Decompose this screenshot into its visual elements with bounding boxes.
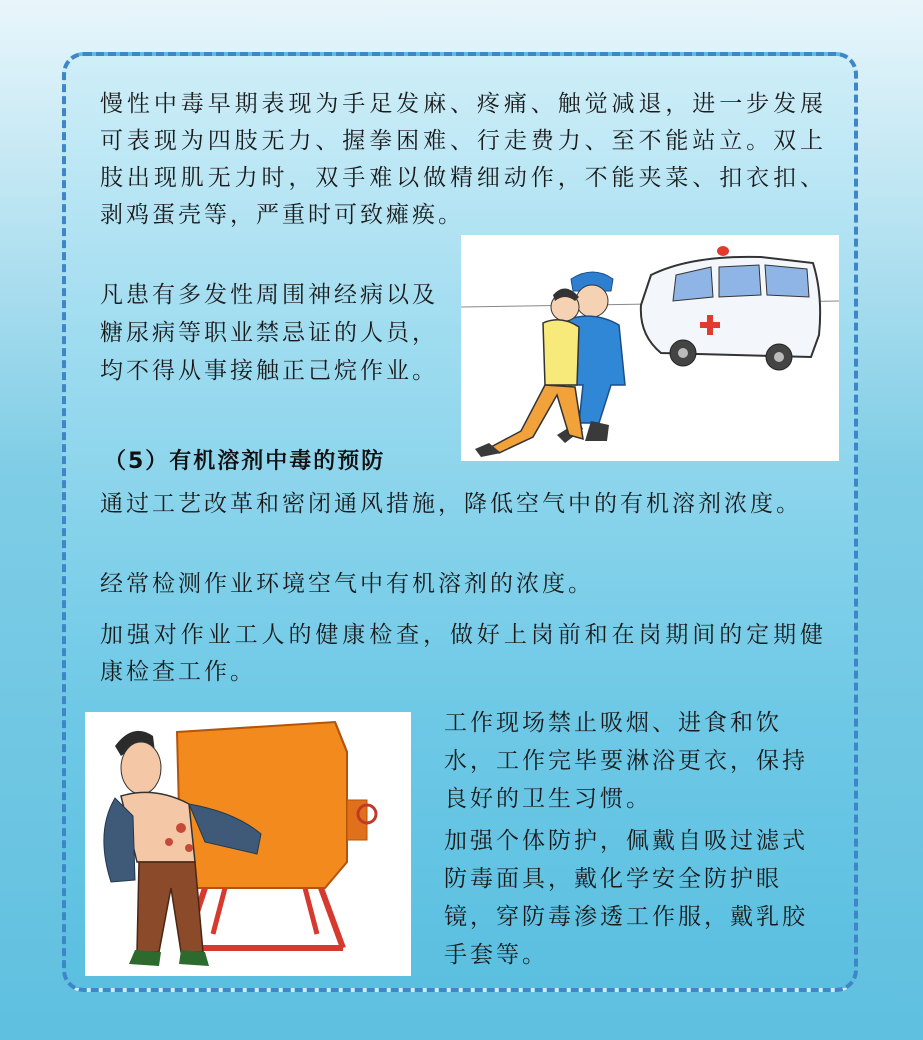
paragraph-health-check: 加强对作业工人的健康检查，做好上岗前和在岗期间的定期健康检查工作。 [100, 622, 826, 685]
ambulance-illustration [461, 235, 839, 461]
paragraph-contraindications: 凡患有多发性周围神经病以及糖尿病等职业禁忌证的人员，均不得从事接触正己烷作业。 [100, 282, 438, 384]
paragraph-ventilation: 通过工艺改革和密闭通风措施，降低空气中的有机溶剂浓度。 [100, 491, 802, 517]
worker-skin-rash-illustration [85, 712, 411, 976]
paragraph-monitoring: 经常检测作业环境空气中有机溶剂的浓度。 [100, 571, 594, 597]
section-heading: （5）有机溶剂中毒的预防 [104, 449, 386, 474]
paragraph-protection: 加强个体防护，佩戴自吸过滤式防毒面具，戴化学安全防护眼镜，穿防毒渗透工作服，戴乳胶手套等。 [444, 828, 808, 968]
ambulance-icon [641, 246, 820, 370]
paragraph-hygiene: 工作现场禁止吸烟、进食和饮水，工作完毕要淋浴更衣，保持良好的卫生习惯。 [444, 710, 808, 812]
paragraph-symptoms: 慢性中毒早期表现为手足发麻、疼痛、触觉减退，进一步发展可表现为四肢无力、握拳困难、行走费力、至不能站立。双上肢出现肌无力时，双手难以做精细动作，不能夹菜、扣衣扣、剥鸡蛋壳等，严重时可致瘫痪。 [100, 91, 826, 228]
